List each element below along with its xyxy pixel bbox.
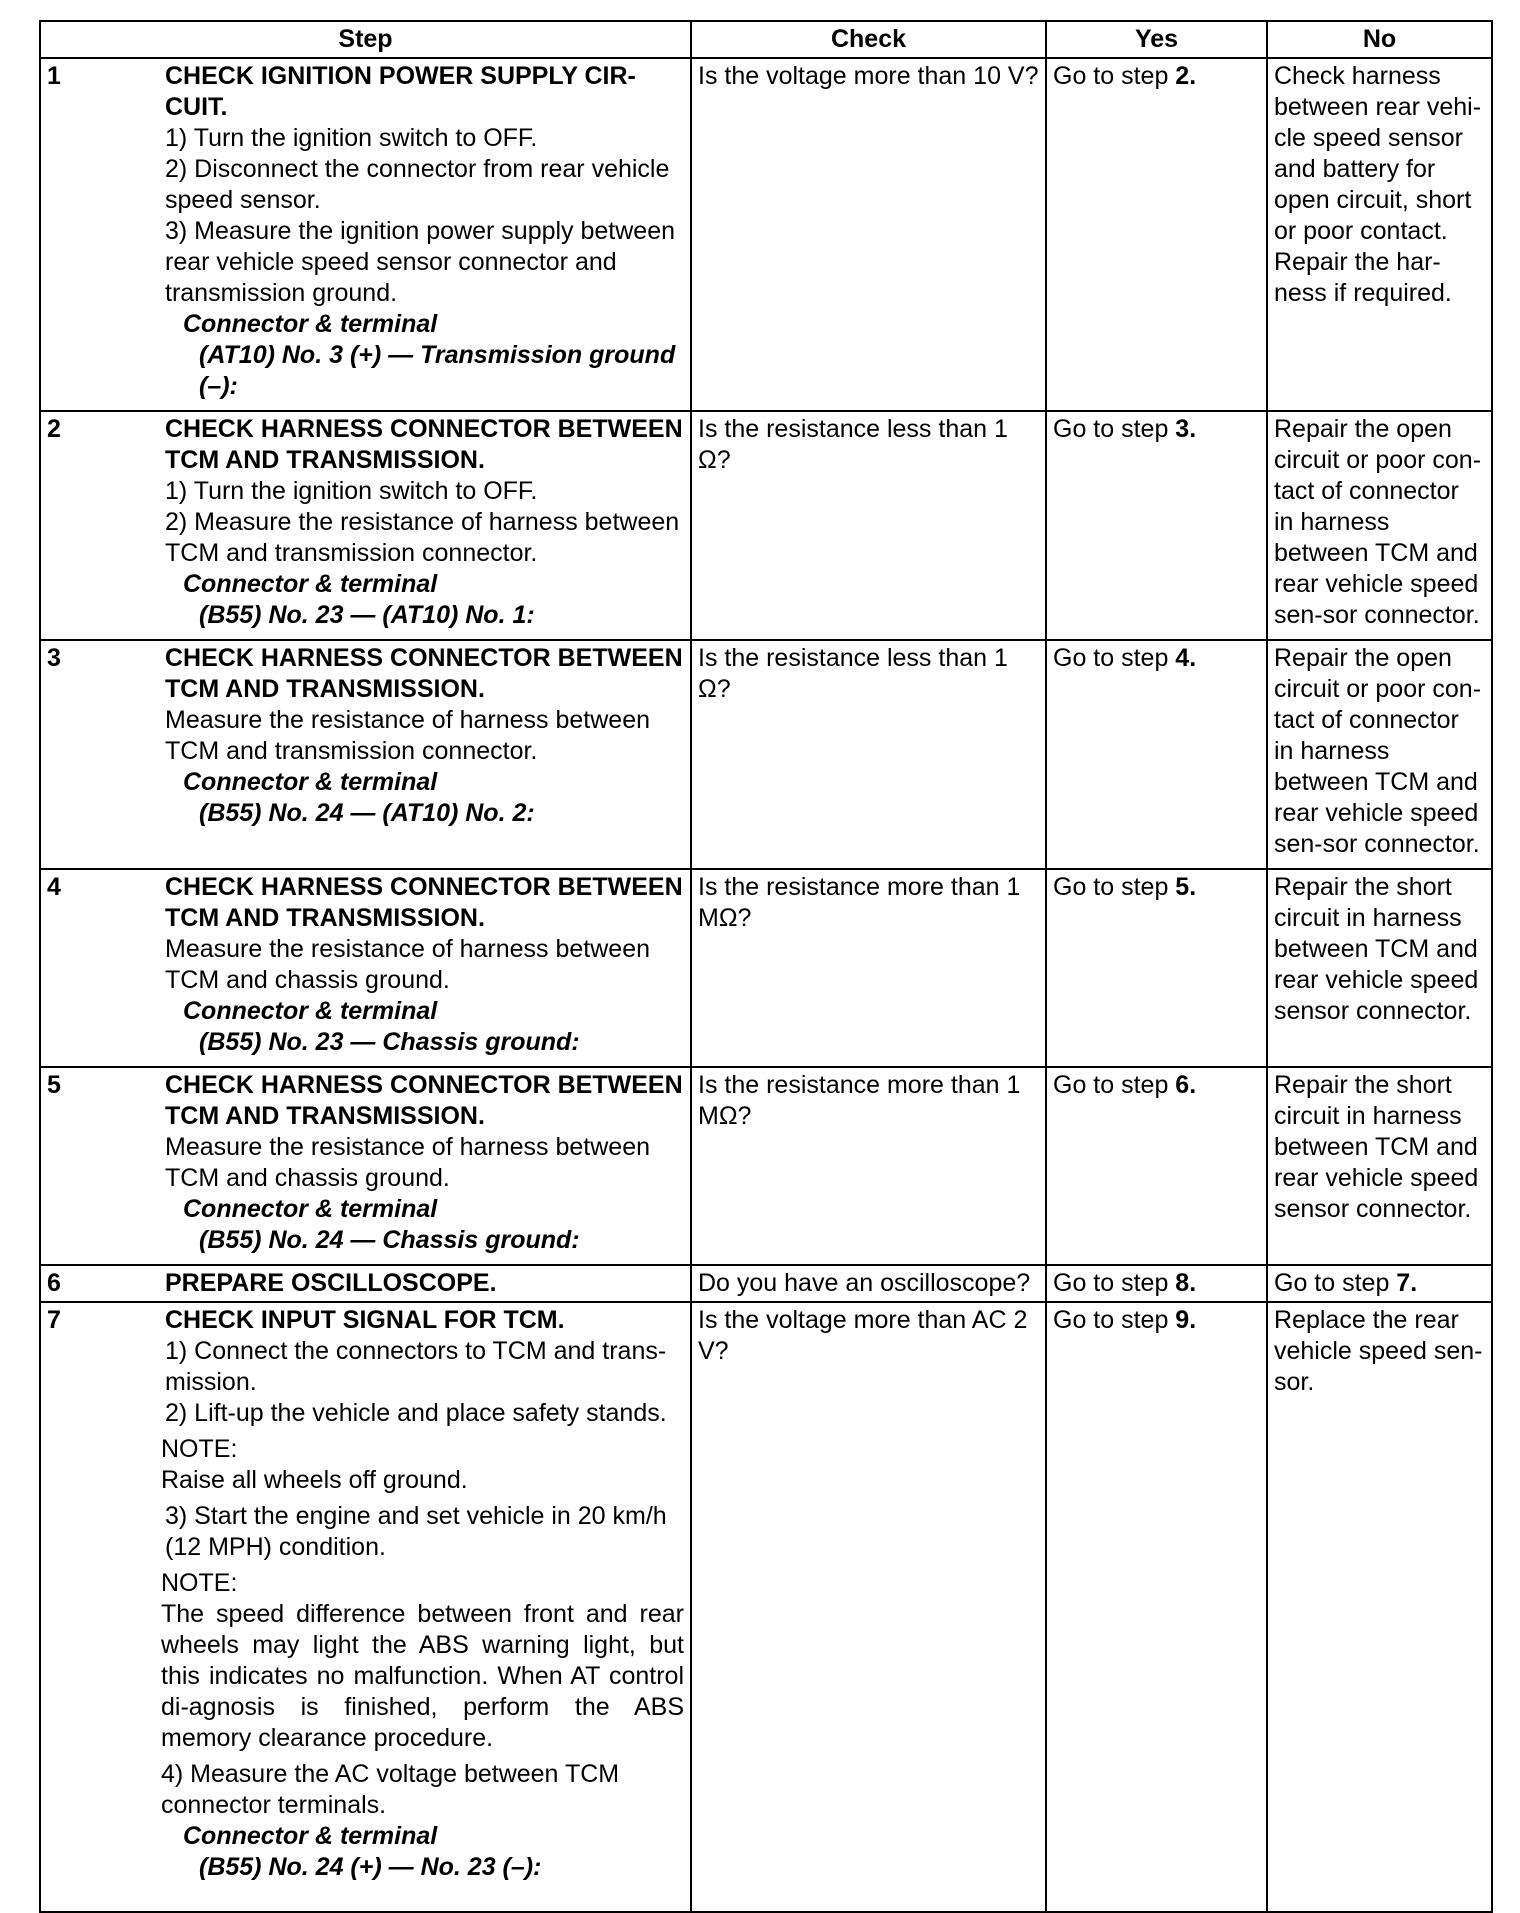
table-header-row — [40, 21, 1492, 58]
table-row-step-3 — [40, 640, 1492, 869]
step-title: CHECK HARNESS CONNECTOR BETWEEN TCM AND TRANSMISSION. — [165, 644, 683, 703]
no-cell — [1267, 1265, 1492, 1302]
step-instruction: 4) Measure the AC voltage between TCM connector terminals. — [161, 1760, 620, 1819]
no-step-number: 7. — [1396, 1269, 1418, 1297]
no-cell: Repair the open circuit or poor con-tact of connector in harness between TCM and rear vehicle speed sen-sor connector. — [1267, 640, 1492, 869]
no-cell: Check harness between rear vehi-cle speed sensor and battery for open circuit, short or poor contact. Repair the har-ness if required. — [1267, 58, 1492, 411]
table-row-step-2 — [40, 411, 1492, 640]
step-number: 5 — [47, 1071, 61, 1099]
step-instruction: 3) Start the engine and set vehicle in 20 km/h (12 MPH) condition. — [165, 1502, 667, 1561]
step-instruction: 2) Measure the resistance of harness between TCM and transmission connector. — [165, 508, 680, 567]
no-cell: Replace the rear vehicle speed sen-sor. — [1267, 1302, 1492, 1912]
connector-heading: Connector & terminal — [183, 997, 438, 1025]
step-instruction: Measure the resistance of harness between TCM and chassis ground. — [165, 1133, 650, 1192]
yes-text: Go to step — [1053, 644, 1176, 672]
step-instruction: 3) Measure the ignition power supply between rear vehicle speed sensor connector and transmission ground. — [165, 217, 676, 307]
step-number: 7 — [47, 1306, 61, 1334]
yes-text: Go to step — [1053, 415, 1176, 443]
step-instruction: 2) Lift-up the vehicle and place safety stands. — [165, 1399, 667, 1427]
no-cell: Repair the short circuit in harness between TCM and rear vehicle speed sensor connector. — [1267, 869, 1492, 1067]
yes-step-number: 6. — [1175, 1071, 1197, 1099]
yes-cell — [1046, 1302, 1267, 1912]
yes-step-number: 2. — [1175, 62, 1197, 90]
yes-cell — [1046, 869, 1267, 1067]
table-row-step-7 — [40, 1302, 1492, 1912]
yes-cell — [1046, 1265, 1267, 1302]
note-text: The speed difference between front and rear wheels may light the ABS warning light, but this indicates no malfunction. When AT control di-agnosis is finished, perform the ABS memory clearance procedure. — [161, 1600, 684, 1752]
yes-text: Go to step — [1053, 62, 1176, 90]
connector-heading: Connector & terminal — [183, 570, 438, 598]
step-cell — [40, 411, 691, 640]
yes-cell — [1046, 411, 1267, 640]
yes-step-number: 5. — [1175, 873, 1197, 901]
connector-terminals: (B55) No. 23 — (AT10) No. 1: — [199, 601, 535, 629]
yes-text: Go to step — [1053, 1269, 1176, 1297]
connector-terminals: (B55) No. 24 — Chassis ground: — [199, 1226, 580, 1254]
check-cell: Is the voltage more than 10 V? — [691, 58, 1046, 411]
yes-step-number: 3. — [1175, 415, 1197, 443]
step-title: CHECK IGNITION POWER SUPPLY CIR- CUIT. — [165, 62, 636, 121]
header-no: No — [1267, 21, 1492, 58]
connector-heading: Connector & terminal — [183, 768, 438, 796]
connector-terminals: (B55) No. 24 — (AT10) No. 2: — [199, 799, 535, 827]
connector-heading: Connector & terminal — [183, 310, 438, 338]
step-instruction: 1) Turn the ignition switch to OFF. — [165, 477, 538, 505]
check-cell: Is the resistance less than 1 Ω? — [691, 640, 1046, 869]
check-cell: Is the resistance more than 1 MΩ? — [691, 869, 1046, 1067]
yes-step-number: 9. — [1175, 1306, 1197, 1334]
connector-terminals: (B55) No. 24 (+) — No. 23 (–): — [199, 1853, 542, 1881]
header-yes: Yes — [1046, 21, 1267, 58]
note-label: NOTE: — [161, 1435, 238, 1463]
step-instruction: 2) Disconnect the connector from rear vehicle speed sensor. — [165, 155, 670, 214]
check-cell: Is the resistance more than 1 MΩ? — [691, 1067, 1046, 1265]
step-cell — [40, 58, 691, 411]
connector-heading: Connector & terminal — [183, 1195, 438, 1223]
step-number: 1 — [47, 62, 61, 90]
step-instruction: 1) Turn the ignition switch to OFF. — [165, 124, 538, 152]
header-check: Check — [691, 21, 1046, 58]
table-row-step-5 — [40, 1067, 1492, 1265]
yes-step-number: 4. — [1175, 644, 1197, 672]
step-number: 2 — [47, 415, 61, 443]
yes-text: Go to step — [1053, 873, 1176, 901]
yes-text: Go to step — [1053, 1071, 1176, 1099]
table-row-step-1 — [40, 58, 1492, 411]
note-text: Raise all wheels off ground. — [161, 1466, 468, 1494]
step-number: 6 — [47, 1269, 61, 1297]
connector-terminals: (B55) No. 23 — Chassis ground: — [199, 1028, 580, 1056]
connector-terminals: (AT10) No. 3 (+) — Transmission ground (–): — [199, 341, 676, 400]
yes-cell — [1046, 640, 1267, 869]
troubleshooting-sheet — [39, 20, 1491, 1913]
step-instruction: Measure the resistance of harness between TCM and chassis ground. — [165, 935, 650, 994]
check-cell: Is the voltage more than AC 2 V? — [691, 1302, 1046, 1912]
yes-text: Go to step — [1053, 1306, 1176, 1334]
yes-cell — [1046, 1067, 1267, 1265]
step-cell — [40, 1067, 691, 1265]
no-cell: Repair the short circuit in harness between TCM and rear vehicle speed sensor connector. — [1267, 1067, 1492, 1265]
step-instruction: 1) Connect the connectors to TCM and trans-mission. — [165, 1337, 667, 1396]
yes-cell — [1046, 58, 1267, 411]
step-cell — [40, 1265, 691, 1302]
no-text: Go to step — [1274, 1269, 1397, 1297]
yes-step-number: 8. — [1175, 1269, 1197, 1297]
step-instruction: Measure the resistance of harness between TCM and transmission connector. — [165, 706, 650, 765]
step-cell — [40, 1302, 691, 1912]
step-title: CHECK HARNESS CONNECTOR BETWEEN TCM AND TRANSMISSION. — [165, 1071, 683, 1130]
header-step: Step — [40, 21, 691, 58]
diagnostic-table — [39, 20, 1493, 1913]
note-label: NOTE: — [161, 1569, 238, 1597]
step-cell — [40, 640, 691, 869]
step-title: CHECK HARNESS CONNECTOR BETWEEN TCM AND TRANSMISSION. — [165, 415, 683, 474]
connector-heading: Connector & terminal — [183, 1822, 438, 1850]
table-row-step-4 — [40, 869, 1492, 1067]
step-title: CHECK INPUT SIGNAL FOR TCM. — [165, 1306, 565, 1334]
step-number: 4 — [47, 873, 61, 901]
step-number: 3 — [47, 644, 61, 672]
table-row-step-6 — [40, 1265, 1492, 1302]
no-cell: Repair the open circuit or poor con-tact of connector in harness between TCM and rear vehicle speed sen-sor connector. — [1267, 411, 1492, 640]
step-cell — [40, 869, 691, 1067]
step-title: PREPARE OSCILLOSCOPE. — [165, 1269, 497, 1297]
check-cell: Do you have an oscilloscope? — [691, 1265, 1046, 1302]
step-title: CHECK HARNESS CONNECTOR BETWEEN TCM AND TRANSMISSION. — [165, 873, 683, 932]
check-cell: Is the resistance less than 1 Ω? — [691, 411, 1046, 640]
